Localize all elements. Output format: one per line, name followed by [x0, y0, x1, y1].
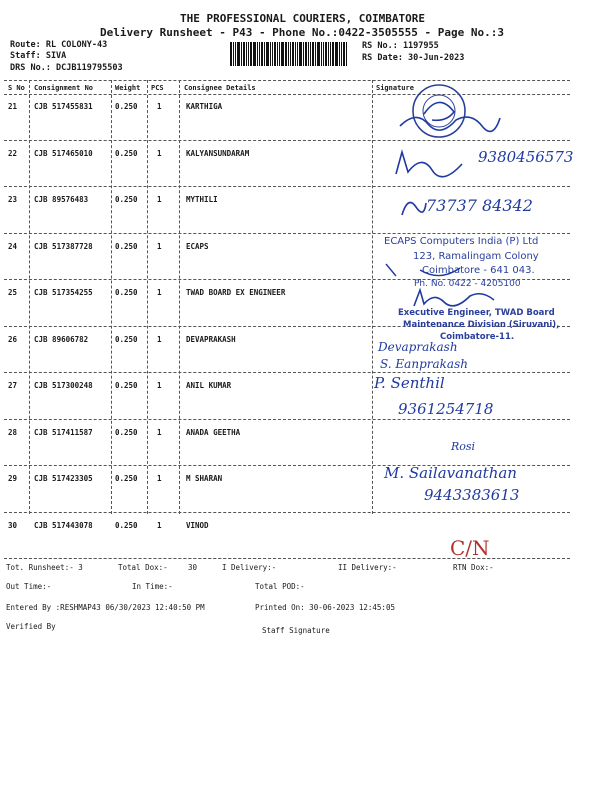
barcode-bar	[243, 42, 245, 66]
col-pcs: PCS	[151, 84, 164, 92]
barcode-bar	[264, 42, 265, 66]
rs-number: RS No.: 1197955	[362, 41, 439, 51]
barcode-bar	[317, 42, 320, 66]
row-consignee: ANADA GEETHA	[186, 427, 241, 437]
row-weight: 0.250	[115, 241, 138, 251]
signature-25-scribble	[410, 286, 500, 310]
row-consignee: ECAPS	[186, 241, 209, 251]
cin-mark: C/N	[450, 536, 490, 560]
staff-label: Staff: SIVA	[10, 51, 67, 61]
row-divider	[4, 372, 570, 373]
signature-24-scribble	[380, 256, 520, 286]
signature-22-scribble	[392, 146, 472, 180]
barcode-bar	[312, 42, 314, 66]
row-consignment-no: CJB 517465010	[34, 148, 93, 158]
barcode-bar	[279, 42, 280, 66]
company-title: THE PROFESSIONAL COURIERS, COIMBATORE	[180, 12, 426, 25]
col-consignment: Consignment No	[34, 84, 94, 92]
total-dox-label: Total Dox:-	[118, 563, 168, 572]
row-sno: 28	[8, 427, 18, 437]
header-top-rule	[4, 80, 570, 81]
row-consignment-no: CJB 517423305	[34, 474, 93, 483]
barcode-bar	[233, 42, 234, 66]
barcode-bar	[341, 42, 342, 66]
ecaps-stamp-line2: 123, Ramalingam Colony	[413, 251, 539, 262]
row-sno: 22	[8, 148, 18, 158]
barcode-bar	[308, 42, 309, 66]
barcode-bar	[321, 42, 322, 66]
barcode-bar	[281, 42, 284, 66]
row-divider	[4, 233, 570, 234]
row-consignment-no: CJB 517387728	[34, 241, 93, 251]
barcode-bar	[288, 42, 289, 66]
row-sno: 25	[8, 288, 18, 297]
row-pcs: 1	[157, 102, 162, 111]
row-consignment-no: CJB 517411587	[34, 427, 93, 437]
row-consignment-no: CJB 517300248	[34, 381, 93, 390]
col-divider	[111, 80, 112, 514]
col-weight: Weight	[115, 84, 141, 92]
row-divider	[4, 419, 570, 420]
row-pcs: 1	[157, 334, 162, 344]
barcode-bar	[292, 42, 294, 66]
row-consignment-no: CJB 517455831	[34, 102, 93, 111]
ii-delivery: II Delivery:-	[338, 563, 397, 572]
total-dox-value: 30	[188, 563, 198, 572]
barcode	[230, 42, 354, 66]
row-pcs: 1	[157, 427, 162, 437]
row-pcs: 1	[157, 474, 162, 483]
row-weight: 0.250	[115, 288, 138, 297]
barcode-bar	[266, 42, 269, 66]
signature-26-name2: S. Eanprakash	[380, 357, 468, 371]
signature-27-phone: 9361254718	[398, 400, 494, 418]
signature-22-phone: 9380456573	[478, 148, 574, 166]
signature-26-name: Devaprakash	[378, 340, 458, 354]
barcode-bar	[257, 42, 258, 66]
barcode-bar	[290, 42, 291, 66]
barcode-bar	[253, 42, 256, 66]
route-label: Route: RL COLONY-43	[10, 40, 108, 50]
signature-29-name: M. Sailavanathan	[384, 464, 517, 482]
col-divider	[179, 80, 180, 514]
row-consignee: M SHARAN	[186, 474, 223, 483]
barcode-bar	[299, 42, 302, 66]
barcode-bar	[330, 42, 331, 66]
barcode-bar	[315, 42, 316, 66]
tot-runsheet: Tot. Runsheet:- 3	[6, 563, 83, 572]
signature-23-scribble	[398, 193, 428, 223]
row-divider	[4, 186, 570, 187]
barcode-bar	[310, 42, 311, 66]
row-consignee: MYTHILI	[186, 195, 218, 204]
twad-stamp-line2: Maintenance Division (Siruvani),	[403, 320, 560, 330]
signature-29-note: Rosi	[451, 440, 476, 453]
row-pcs: 1	[157, 195, 162, 204]
barcode-bar	[335, 42, 338, 66]
barcode-bar	[339, 42, 340, 66]
barcode-bar	[241, 42, 242, 66]
row-consignment-no: CJB 517443078	[34, 520, 93, 530]
row-weight: 0.250	[115, 474, 138, 483]
row-sno: 29	[8, 474, 18, 483]
drs-label: DRS No.: DCJB119795503	[10, 63, 123, 73]
row-sno: 23	[8, 195, 18, 204]
signature-23-phone: 73737 84342	[426, 196, 533, 215]
row-weight: 0.250	[115, 427, 138, 437]
row-sno: 30	[8, 520, 18, 530]
row-consignee: ANIL KUMAR	[186, 381, 232, 390]
signature-27-name: P. Senthil	[374, 374, 445, 392]
barcode-bar	[346, 42, 347, 66]
row-pcs: 1	[157, 520, 162, 530]
barcode-bar	[246, 42, 247, 66]
i-delivery: I Delivery:-	[222, 563, 277, 572]
out-time: Out Time:-	[6, 582, 52, 591]
barcode-bar	[323, 42, 324, 66]
barcode-bar	[328, 42, 329, 66]
header-bottom-rule	[4, 94, 570, 95]
col-consignee: Consignee Details	[184, 84, 256, 92]
row-pcs: 1	[157, 241, 162, 251]
row-sno: 24	[8, 241, 18, 251]
row-pcs: 1	[157, 381, 162, 390]
barcode-bar	[274, 42, 276, 66]
barcode-bar	[303, 42, 304, 66]
barcode-bar	[272, 42, 273, 66]
rs-date: RS Date: 30-Jun-2023	[362, 53, 465, 63]
row-consignee: KARTHIGA	[186, 102, 223, 111]
twad-stamp-line1: Executive Engineer, TWAD Board	[398, 308, 555, 318]
barcode-bar	[295, 42, 296, 66]
row-weight: 0.250	[115, 102, 138, 111]
barcode-bar	[277, 42, 278, 66]
barcode-bar	[259, 42, 260, 66]
row-divider	[4, 512, 570, 513]
rtn-dox: RTN Dox:-	[453, 563, 494, 572]
row-weight: 0.250	[115, 195, 138, 204]
row-sno: 27	[8, 381, 18, 390]
barcode-bar	[285, 42, 287, 66]
row-consignment-no: CJB 89606782	[34, 334, 89, 344]
barcode-bar	[230, 42, 232, 66]
barcode-bar	[250, 42, 252, 66]
entered-by: Entered By :RESHMAP43 06/30/2023 12:40:50 PM	[6, 603, 205, 612]
barcode-bar	[270, 42, 271, 66]
barcode-bar	[332, 42, 334, 66]
row-consignment-no: CJB 89576483	[34, 195, 89, 204]
barcode-bar	[237, 42, 240, 66]
signature-21-scribble	[396, 108, 506, 136]
col-divider	[147, 80, 148, 514]
twad-stamp-line3: Coimbatore-11.	[440, 332, 515, 342]
row-consignee: DEVAPRAKASH	[186, 334, 236, 344]
verified-by: Verified By	[6, 622, 56, 631]
printed-on: Printed On: 30-06-2023 12:45:05	[255, 603, 395, 612]
barcode-bar	[297, 42, 298, 66]
row-weight: 0.250	[115, 148, 138, 158]
row-consignee: TWAD BOARD EX ENGINEER	[186, 288, 286, 297]
barcode-bar	[235, 42, 236, 66]
row-consignee: VINOD	[186, 520, 209, 530]
barcode-bar	[261, 42, 263, 66]
runsheet-title: Delivery Runsheet - P43 - Phone No.:0422-3505555 - Page No.:3	[100, 26, 504, 39]
in-time: In Time:-	[132, 582, 173, 591]
row-divider	[4, 140, 570, 141]
col-signature: Signature	[376, 84, 414, 92]
row-consignee: KALYANSUNDARAM	[186, 148, 250, 158]
row-pcs: 1	[157, 148, 162, 158]
barcode-bar	[325, 42, 327, 66]
row-consignment-no: CJB 517354255	[34, 288, 93, 297]
row-sno: 26	[8, 334, 18, 344]
row-weight: 0.250	[115, 334, 138, 344]
barcode-bar	[248, 42, 249, 66]
ecaps-stamp-line3: Coimbatore - 641 043.	[422, 265, 535, 276]
total-pod: Total POD:-	[255, 582, 305, 591]
col-divider	[29, 80, 30, 514]
signature-29-phone: 9443383613	[424, 486, 520, 504]
row-pcs: 1	[157, 288, 162, 297]
ecaps-stamp-line1: ECAPS Computers India (P) Ltd	[384, 236, 539, 247]
row-weight: 0.250	[115, 520, 138, 530]
barcode-bar	[305, 42, 307, 66]
row-sno: 21	[8, 102, 18, 111]
row-weight: 0.250	[115, 381, 138, 390]
footer-rule	[4, 558, 570, 559]
col-divider	[372, 80, 373, 514]
ecaps-stamp-line4: Ph. No. 0422 - 4205100	[414, 279, 521, 289]
col-sno: S No	[8, 84, 25, 92]
barcode-bar	[343, 42, 345, 66]
staff-signature: Staff Signature	[262, 626, 330, 635]
